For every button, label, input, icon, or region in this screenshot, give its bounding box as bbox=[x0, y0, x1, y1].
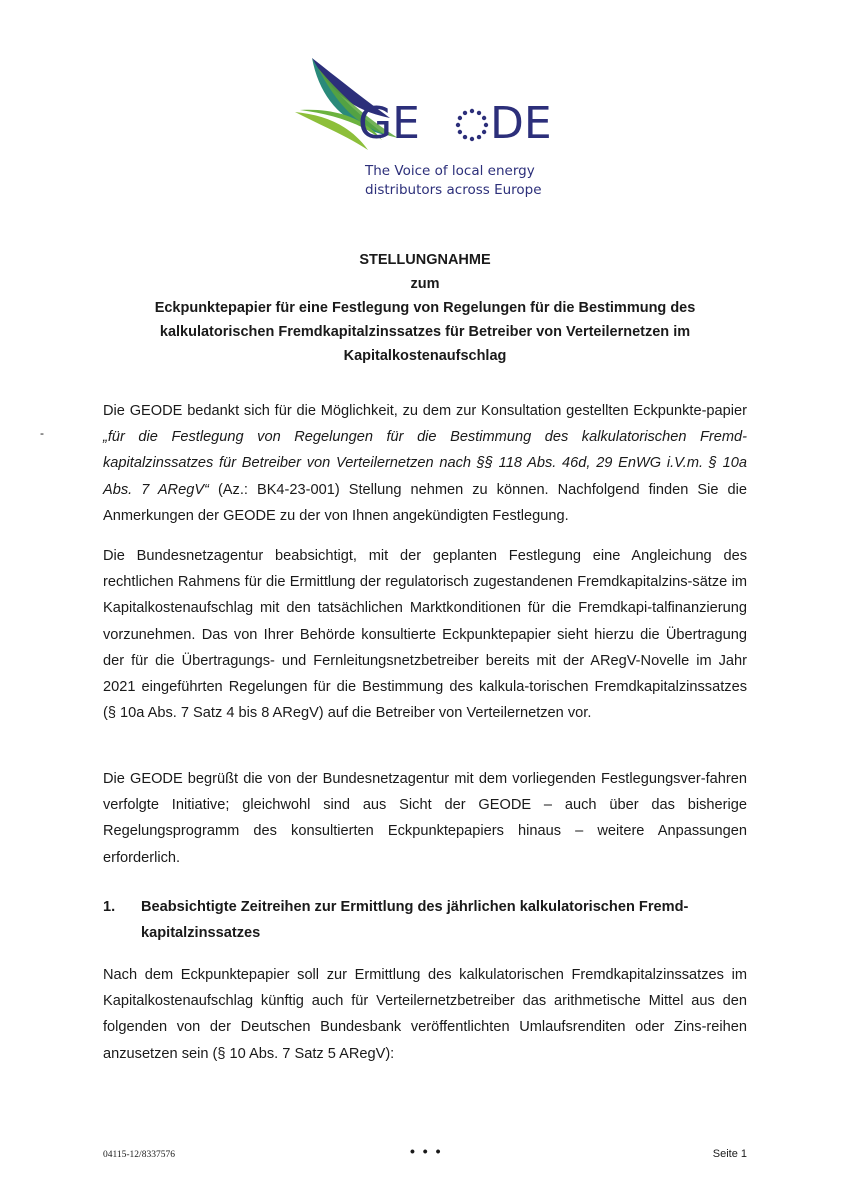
title-line-3: Eckpunktepapier für eine Festlegung von Regelungen für die Bestimmung des bbox=[154, 300, 696, 316]
logo-tagline-line1: The Voice of local energy bbox=[365, 163, 535, 179]
title-line-2: zum bbox=[410, 276, 440, 292]
paragraph-geode-position: Die GEODE begrüßt die von der Bundesnetzagentur mit dem vorliegenden Festlegungsver-fahren verfolgte Initiative; gleichwohl sind aus Sicht der GEODE – auch über das bisherige Regelungsprogramm des konsultierten Eckpunktepapiers hinaus – weitere Anpassungen erforderlich. bbox=[103, 771, 747, 866]
margin-mark: - bbox=[40, 426, 44, 440]
section-heading-1 bbox=[103, 894, 747, 946]
document-title bbox=[100, 248, 750, 368]
title-line-4: kalkulatorischen Fremdkapitalzinssatzes für Betreiber von Verteilernetzen im bbox=[159, 324, 691, 340]
para1-citation: „für die Festlegung von Regelungen für die Bestimmung des kalkulatorischen Fremd-kapitalzinssatzes für Betreiber von Verteilernetzen nach §§ 118 Abs. 46d, 29 EnWG i.V.m. § 10a Abs. 7 ARegV“ bbox=[103, 429, 747, 498]
title-line-5: Kapitalkostenaufschlag bbox=[343, 348, 507, 364]
footer-dots: • • • bbox=[410, 1143, 443, 1159]
page-number: Seite 1 bbox=[712, 1148, 747, 1160]
section-number: 1. bbox=[103, 899, 116, 915]
wordmark-de: DE bbox=[490, 98, 552, 149]
footer-doc-ref: 04115-12/8337576 bbox=[103, 1150, 175, 1160]
eu-stars-o-icon bbox=[456, 109, 488, 141]
paragraph-intro bbox=[103, 398, 747, 529]
wordmark-ge: GE bbox=[358, 98, 420, 149]
paragraph-eckpunkte-zeitreihen: Nach dem Eckpunktepapier soll zur Ermittlung des kalkulatorischen Fremdkapitalzinssatzes im Kapitalkostenaufschlag künftig auch für Verteilernetzbetreiber das arithmetische Mittel aus den folgenden von der Deutschen Bundesbank veröffentlichten Umlaufsrenditen oder Zins-reihen anzusetzen sein (§ 10 Abs. 7 Satz 5 ARegV): bbox=[103, 967, 747, 1062]
section-title: Beabsichtigte Zeitreihen zur Ermittlung des jährlichen kalkulatorischen Fremd-kapitalzinssatzes bbox=[141, 899, 689, 941]
title-line-1: STELLUNGNAHME bbox=[359, 252, 491, 268]
para1-text-c: (Az.: BK4-23-001) Stellung nehmen zu können. Nachfolgend finden Sie die Anmerkungen der GEODE zu der von Ihnen angekündigten Festlegung. bbox=[103, 481, 747, 524]
paragraph-bnetza-plan: Die Bundesnetzagentur beabsichtigt, mit der geplanten Festlegung eine Angleichung des rechtlichen Rahmens für die Ermittlung der regulatorisch zugestandenen Fremdkapitalzins-sätze im Kapitalkostenaufschlag mit den tatsächlichen Marktkonditionen für die Fremdkapi-talfinanzierung vorzunehmen. Das von Ihrer Behörde konsultierte Eckpunktepapier sieht hierzu die Übertragung der für die Übertragungs- und Fernleitungsnetzbetreiber bereits mit der ARegV-Novelle im Jahr 2021 eingeführten Regelungen für die Bestimmung des kalkula-torischen Fremdkapitalzinssatzes (§ 10a Abs. 7 Satz 4 bis 8 ARegV) auf die Betreiber von Verteilernetzen vor. bbox=[103, 548, 747, 722]
para1-text-a: Die GEODE bedankt sich für die Möglichkeit, zu dem zur Konsultation gestellten Eckpunkte-papier bbox=[103, 403, 747, 419]
logo-tagline-line2: distributors across Europe bbox=[365, 182, 542, 198]
